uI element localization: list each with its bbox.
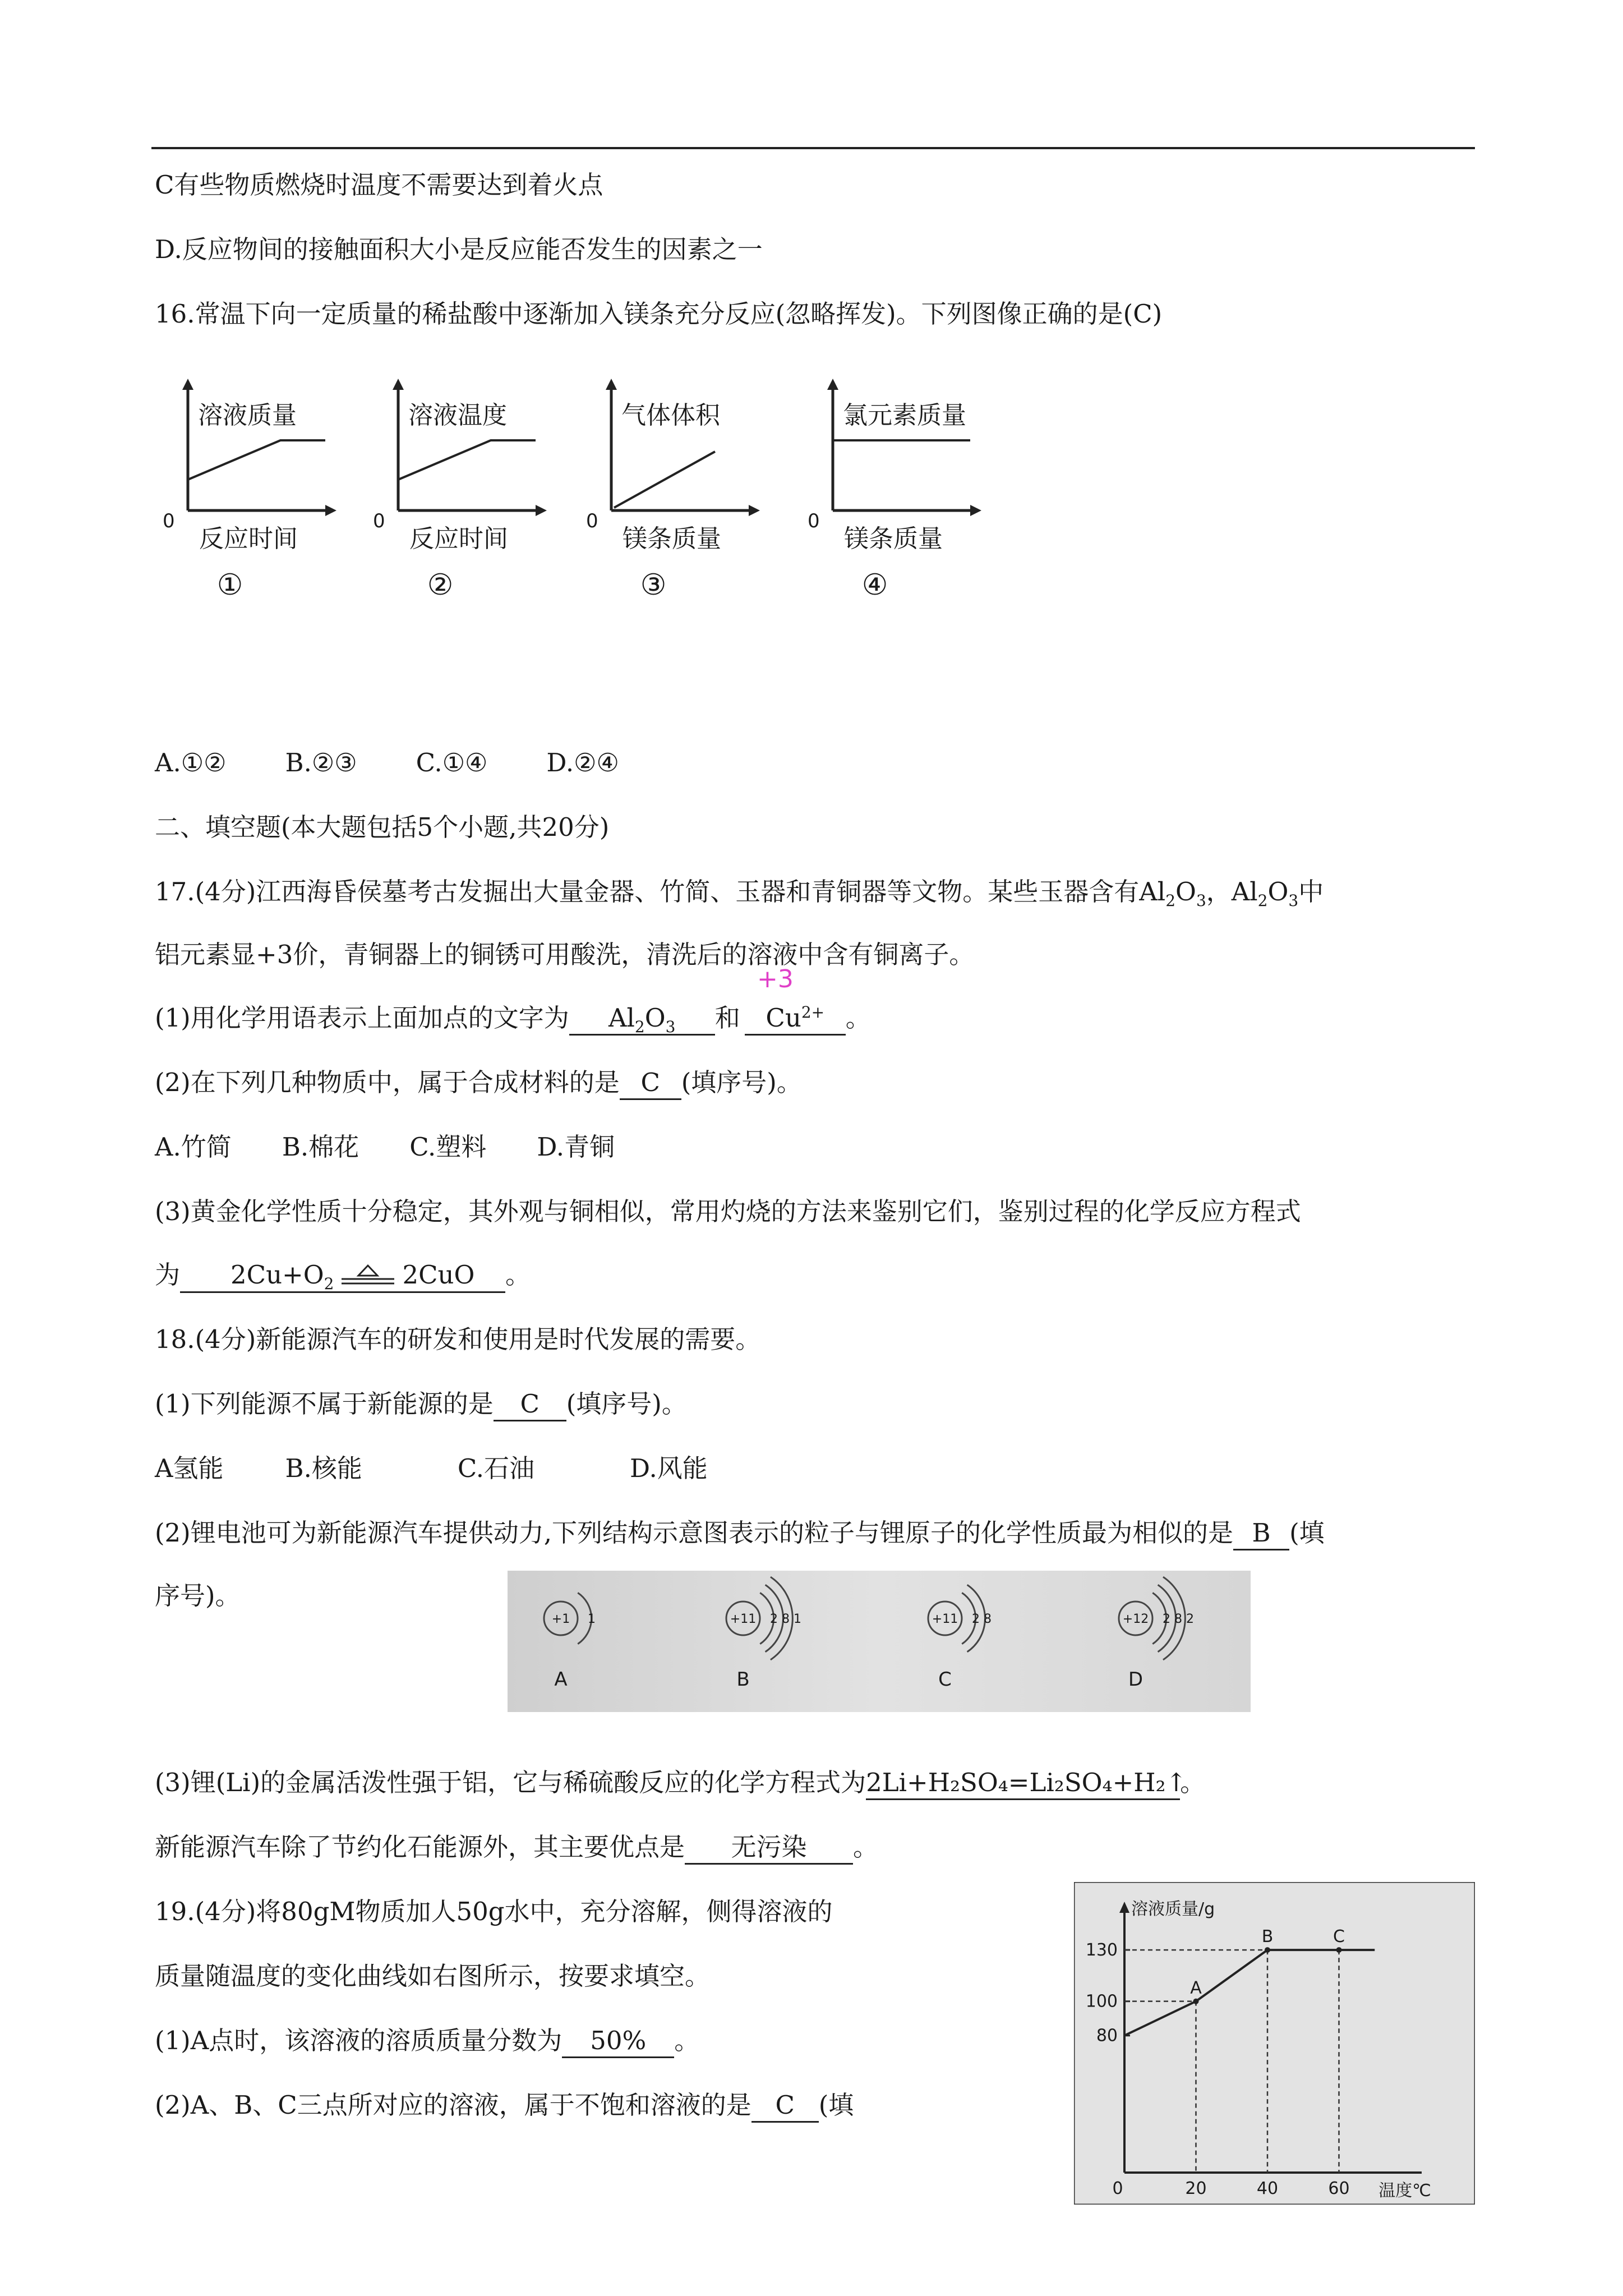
origin-label: 0 (373, 510, 385, 532)
question-19-line1: 19.(4分)将80gM物质加人50g水中，充分溶解，侧得溶液的 (155, 1897, 833, 1926)
x-tick-label: 20 (1185, 2179, 1207, 2198)
curve (398, 440, 536, 480)
q17-answer-cu: $Cu^{2+}$ (745, 1002, 846, 1036)
nucleus-charge: +11 (730, 1612, 757, 1626)
x-label: 反应时间 (199, 524, 298, 553)
mini-graph-3 (586, 379, 760, 602)
mini-graph-1 (163, 379, 336, 602)
q16-graphs (163, 367, 1032, 603)
q18-part2: (2)锂电池可为新能源汽车提供动力,下列结构示意图表示的粒子与锂原子的化学性质最为相似的是 B (填 (155, 1516, 1325, 1550)
graph-number: ② (427, 568, 454, 602)
x-axis-arrow (749, 505, 760, 516)
question-17-line1: 17.(4分)江西海昏侯墓考古发掘出大量金器、竹简、玉器和青铜器等文物。某些玉器含有$Al_2O_3$，$Al_2O_3$中 (155, 877, 1324, 910)
nucleus-charge: +12 (1122, 1612, 1149, 1626)
q17-part3: (3)黄金化学性质十分稳定，其外观与铜相似，常用灼烧的方法来鉴别它们，鉴别过程的化学反应方程式 (155, 1197, 1301, 1226)
nucleus-charge: +1 (551, 1612, 570, 1626)
atom-label: D (1128, 1668, 1144, 1691)
heat-condition-icon (337, 1263, 399, 1291)
q16-option-b: B.②③ (285, 748, 357, 777)
point-label-A: A (1190, 1978, 1202, 1998)
y-label: 气体体积 (621, 401, 720, 430)
graph-number: ① (216, 568, 243, 602)
point-label-C: C (1333, 1927, 1345, 1947)
mini-graph-2 (373, 379, 547, 602)
x-axis-arrow (325, 505, 336, 516)
chart-y-label: 溶液质量/g (1131, 1899, 1215, 1919)
x-label: 镁条质量 (844, 524, 943, 553)
y-axis-arrow (827, 379, 838, 390)
mini-graph-4 (808, 379, 981, 602)
x-label: 反应时间 (409, 524, 508, 553)
top-rule (151, 147, 1475, 149)
q19-answer-2: C (751, 2090, 819, 2123)
y-axis-arrow (393, 379, 404, 390)
origin-label: 0 (586, 510, 598, 532)
atom-label: B (736, 1668, 750, 1691)
q18-answer-3: 2Li+H₂SO₄=Li₂SO₄+H₂↑ (866, 1767, 1180, 1800)
curve (614, 452, 715, 508)
x-label: 镁条质量 (623, 524, 721, 553)
y-label: 溶液温度 (408, 401, 507, 430)
x-axis-arrow (970, 505, 981, 516)
option-d-line: D.反应物间的接触面积大小是反应能否发生的因素之一 (155, 234, 763, 264)
section-heading: 二、填空题(本大题包括5个小题,共20分) (155, 812, 610, 842)
q18-part4: 新能源汽车除了节约化石能源外，其主要优点是 无污染 。 (155, 1830, 878, 1865)
q16-option-a: A.①② (155, 748, 227, 777)
point-label-B: B (1261, 1927, 1274, 1947)
y-label: 溶液质量 (198, 401, 297, 430)
q18-answer-2: B (1233, 1517, 1289, 1550)
graph-number: ④ (861, 568, 888, 602)
y-label: 氯元素质量 (843, 401, 966, 430)
question-16: 16.常温下向一定质量的稀盐酸中逐渐加入镁条充分反应(忽略挥发)。下列图像正确的是(C) (155, 299, 1163, 329)
q18-answer-4: 无污染 (685, 1832, 853, 1865)
q17-part2: (2)在下列几种物质中，属于合成材料的是 C (填序号)。 (155, 1066, 802, 1100)
origin-label: 0 (163, 510, 175, 532)
q18-part2-b: 序号)。 (155, 1581, 241, 1611)
q18-part1-options: A氢能 B.核能 C.石油 D.风能 (155, 1453, 708, 1483)
y-tick-label: 130 (1085, 1940, 1118, 1961)
electron-counts: 2 8 2 (1163, 1612, 1194, 1626)
solution-mass-chart (1074, 1882, 1475, 2205)
atom-structure-figure (508, 1571, 1251, 1712)
q19-part2: (2)A、B、C三点所对应的溶液，属于不饱和溶液的是 C (填 (155, 2088, 854, 2123)
valence-mark: +3 (757, 965, 794, 993)
option-c-line: C有些物质燃烧时温度不需要达到着火点 (155, 170, 603, 200)
question-18: 18.(4分)新能源汽车的研发和使用是时代发展的需要。 (155, 1324, 761, 1354)
atom-label: C (938, 1668, 952, 1691)
q19-part1: (1)A点时，该溶液的溶质质量分数为 50% 。 (155, 2024, 699, 2058)
x-tick-label: 60 (1328, 2179, 1350, 2198)
q16-option-c: C.①④ (416, 748, 488, 777)
q16-options (155, 746, 619, 780)
q18-part1: (1)下列能源不属于新能源的是 C (填序号)。 (155, 1387, 687, 1421)
x-tick-label: 40 (1256, 2179, 1279, 2198)
q19-answer-1: 50% (562, 2025, 674, 2058)
electron-counts: 2 8 1 (770, 1612, 801, 1626)
q17-part1: (1)用化学用语表示上面加点的文字为 $Al_2O_3$ 和 $Cu^{2+}$ 。 (155, 1003, 871, 1036)
y-axis-arrow (182, 379, 193, 390)
graph-number: ③ (640, 568, 667, 602)
q17-answer-3: $2Cu+O_2$ 2CuO (180, 1259, 505, 1293)
y-tick-label: 80 (1096, 2026, 1118, 2046)
atom-label: A (554, 1668, 568, 1691)
origin-label: 0 (808, 510, 820, 532)
q17-answer-al2o3: $Al_2O_3$ (569, 1002, 715, 1036)
q18-part3: (3)锂(Li)的金属活泼性强于铝，它与稀硫酸反应的化学方程式为2Li+H₂SO₄=Li₂SO₄+H₂↑。 (155, 1766, 1205, 1800)
question-19-line2: 质量随温度的变化曲线如右图所示，按要求填空。 (155, 1961, 711, 1991)
q17-part3-equation: 为 $2Cu+O_2$ 2CuO 。 (155, 1260, 531, 1293)
q17-part2-options: A.竹简 B.棉花 C.塑料 D.青铜 (155, 1132, 615, 1162)
x-tick-label: 0 (1112, 2179, 1123, 2198)
chart-x-label: 温度℃ (1378, 2181, 1431, 2201)
y-tick-label: 100 (1085, 1991, 1118, 2012)
x-axis-arrow (536, 505, 547, 516)
q17-answer-2: C (620, 1067, 681, 1100)
nucleus-charge: +11 (932, 1612, 958, 1626)
q18-answer-1: C (494, 1388, 566, 1421)
electron-counts: 1 (588, 1612, 596, 1626)
electron-counts: 2 8 (972, 1612, 992, 1626)
question-17-line2: 铝元素显+3价，青铜器上的铜锈可用酸洗，清洗后的溶液中含有铜离子。 (155, 940, 975, 969)
y-axis-arrow (606, 379, 617, 390)
q16-option-d: D.②④ (546, 748, 619, 777)
curve (188, 440, 325, 480)
